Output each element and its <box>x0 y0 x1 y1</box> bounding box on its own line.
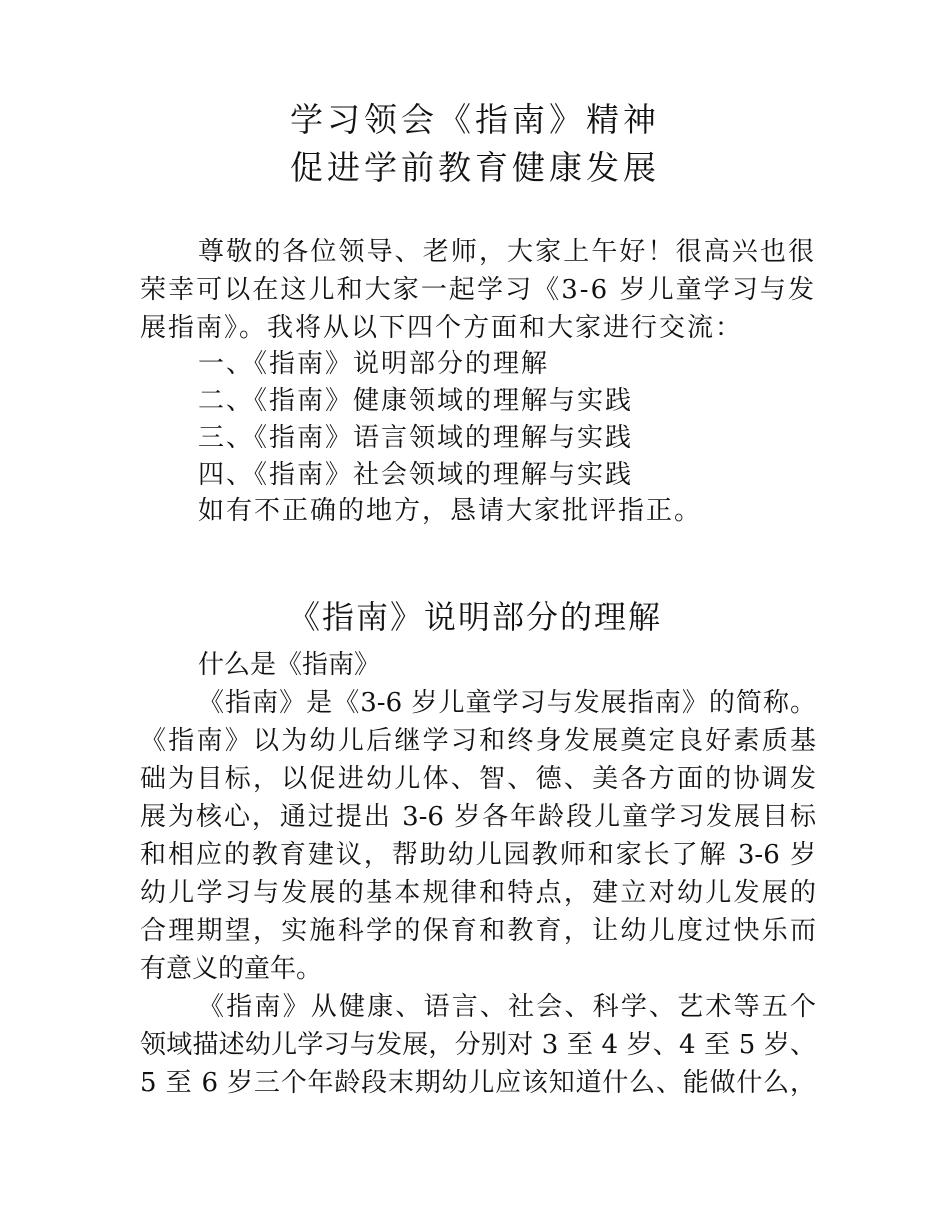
intro-line-1: 尊敬的各位领导、老师，大家上午好！很高兴也很 <box>198 237 816 267</box>
paragraph-1-line-5: 和相应的教育建议，帮助幼儿园教师和家长了解 3-6 岁 <box>140 840 816 870</box>
outline-item-1: 一、《指南》说明部分的理解 <box>198 349 550 379</box>
paragraph-2-line-3: 5 至 6 岁三个年龄段末期幼儿应该知道什么、能做什么， <box>140 1068 816 1098</box>
outline-item-3: 三、《指南》语言领域的理解与实践 <box>198 423 634 453</box>
paragraph-1-line-6: 幼儿学习与发展的基本规律和特点，建立对幼儿发展的 <box>140 878 816 908</box>
paragraph-1-line-7: 合理期望，实施科学的保育和教育，让幼儿度过快乐而 <box>140 916 816 946</box>
section-heading: 《指南》说明部分的理解 <box>287 598 662 636</box>
closing-line: 如有不正确的地方，恳请大家批评指正。 <box>198 496 703 526</box>
paragraph-1-line-8: 有意义的童年。 <box>140 954 323 984</box>
intro-line-2: 荣幸可以在这儿和大家一起学习《3-6 岁儿童学习与发 <box>140 275 816 305</box>
paragraph-1-line-1: 《指南》是《3-6 岁儿童学习与发展指南》的简称。 <box>198 688 816 718</box>
paragraph-1-line-2: 《指南》以为幼儿后继学习和终身发展奠定良好素质基 <box>140 726 816 756</box>
paragraph-1-line-3: 础为目标，以促进幼儿体、智、德、美各方面的协调发 <box>140 764 816 794</box>
section-subheading: 什么是《指南》 <box>198 650 381 680</box>
outline-item-2: 二、《指南》健康领域的理解与实践 <box>198 386 634 416</box>
paragraph-1-line-4: 展为核心，通过提出 3-6 岁各年龄段儿童学习发展目标 <box>140 802 816 832</box>
document-title-line-1: 学习领会《指南》精神 <box>290 100 660 139</box>
paragraph-2-line-1: 《指南》从健康、语言、社会、科学、艺术等五个 <box>198 992 816 1022</box>
document-title-line-2: 促进学前教育健康发展 <box>290 148 660 187</box>
intro-line-3: 展指南》。我将从以下四个方面和大家进行交流： <box>140 313 744 343</box>
outline-item-4: 四、《指南》社会领域的理解与实践 <box>198 460 634 490</box>
paragraph-2-line-2: 领域描述幼儿学习与发展，分别对 3 至 4 岁、4 至 5 岁、 <box>140 1030 816 1060</box>
